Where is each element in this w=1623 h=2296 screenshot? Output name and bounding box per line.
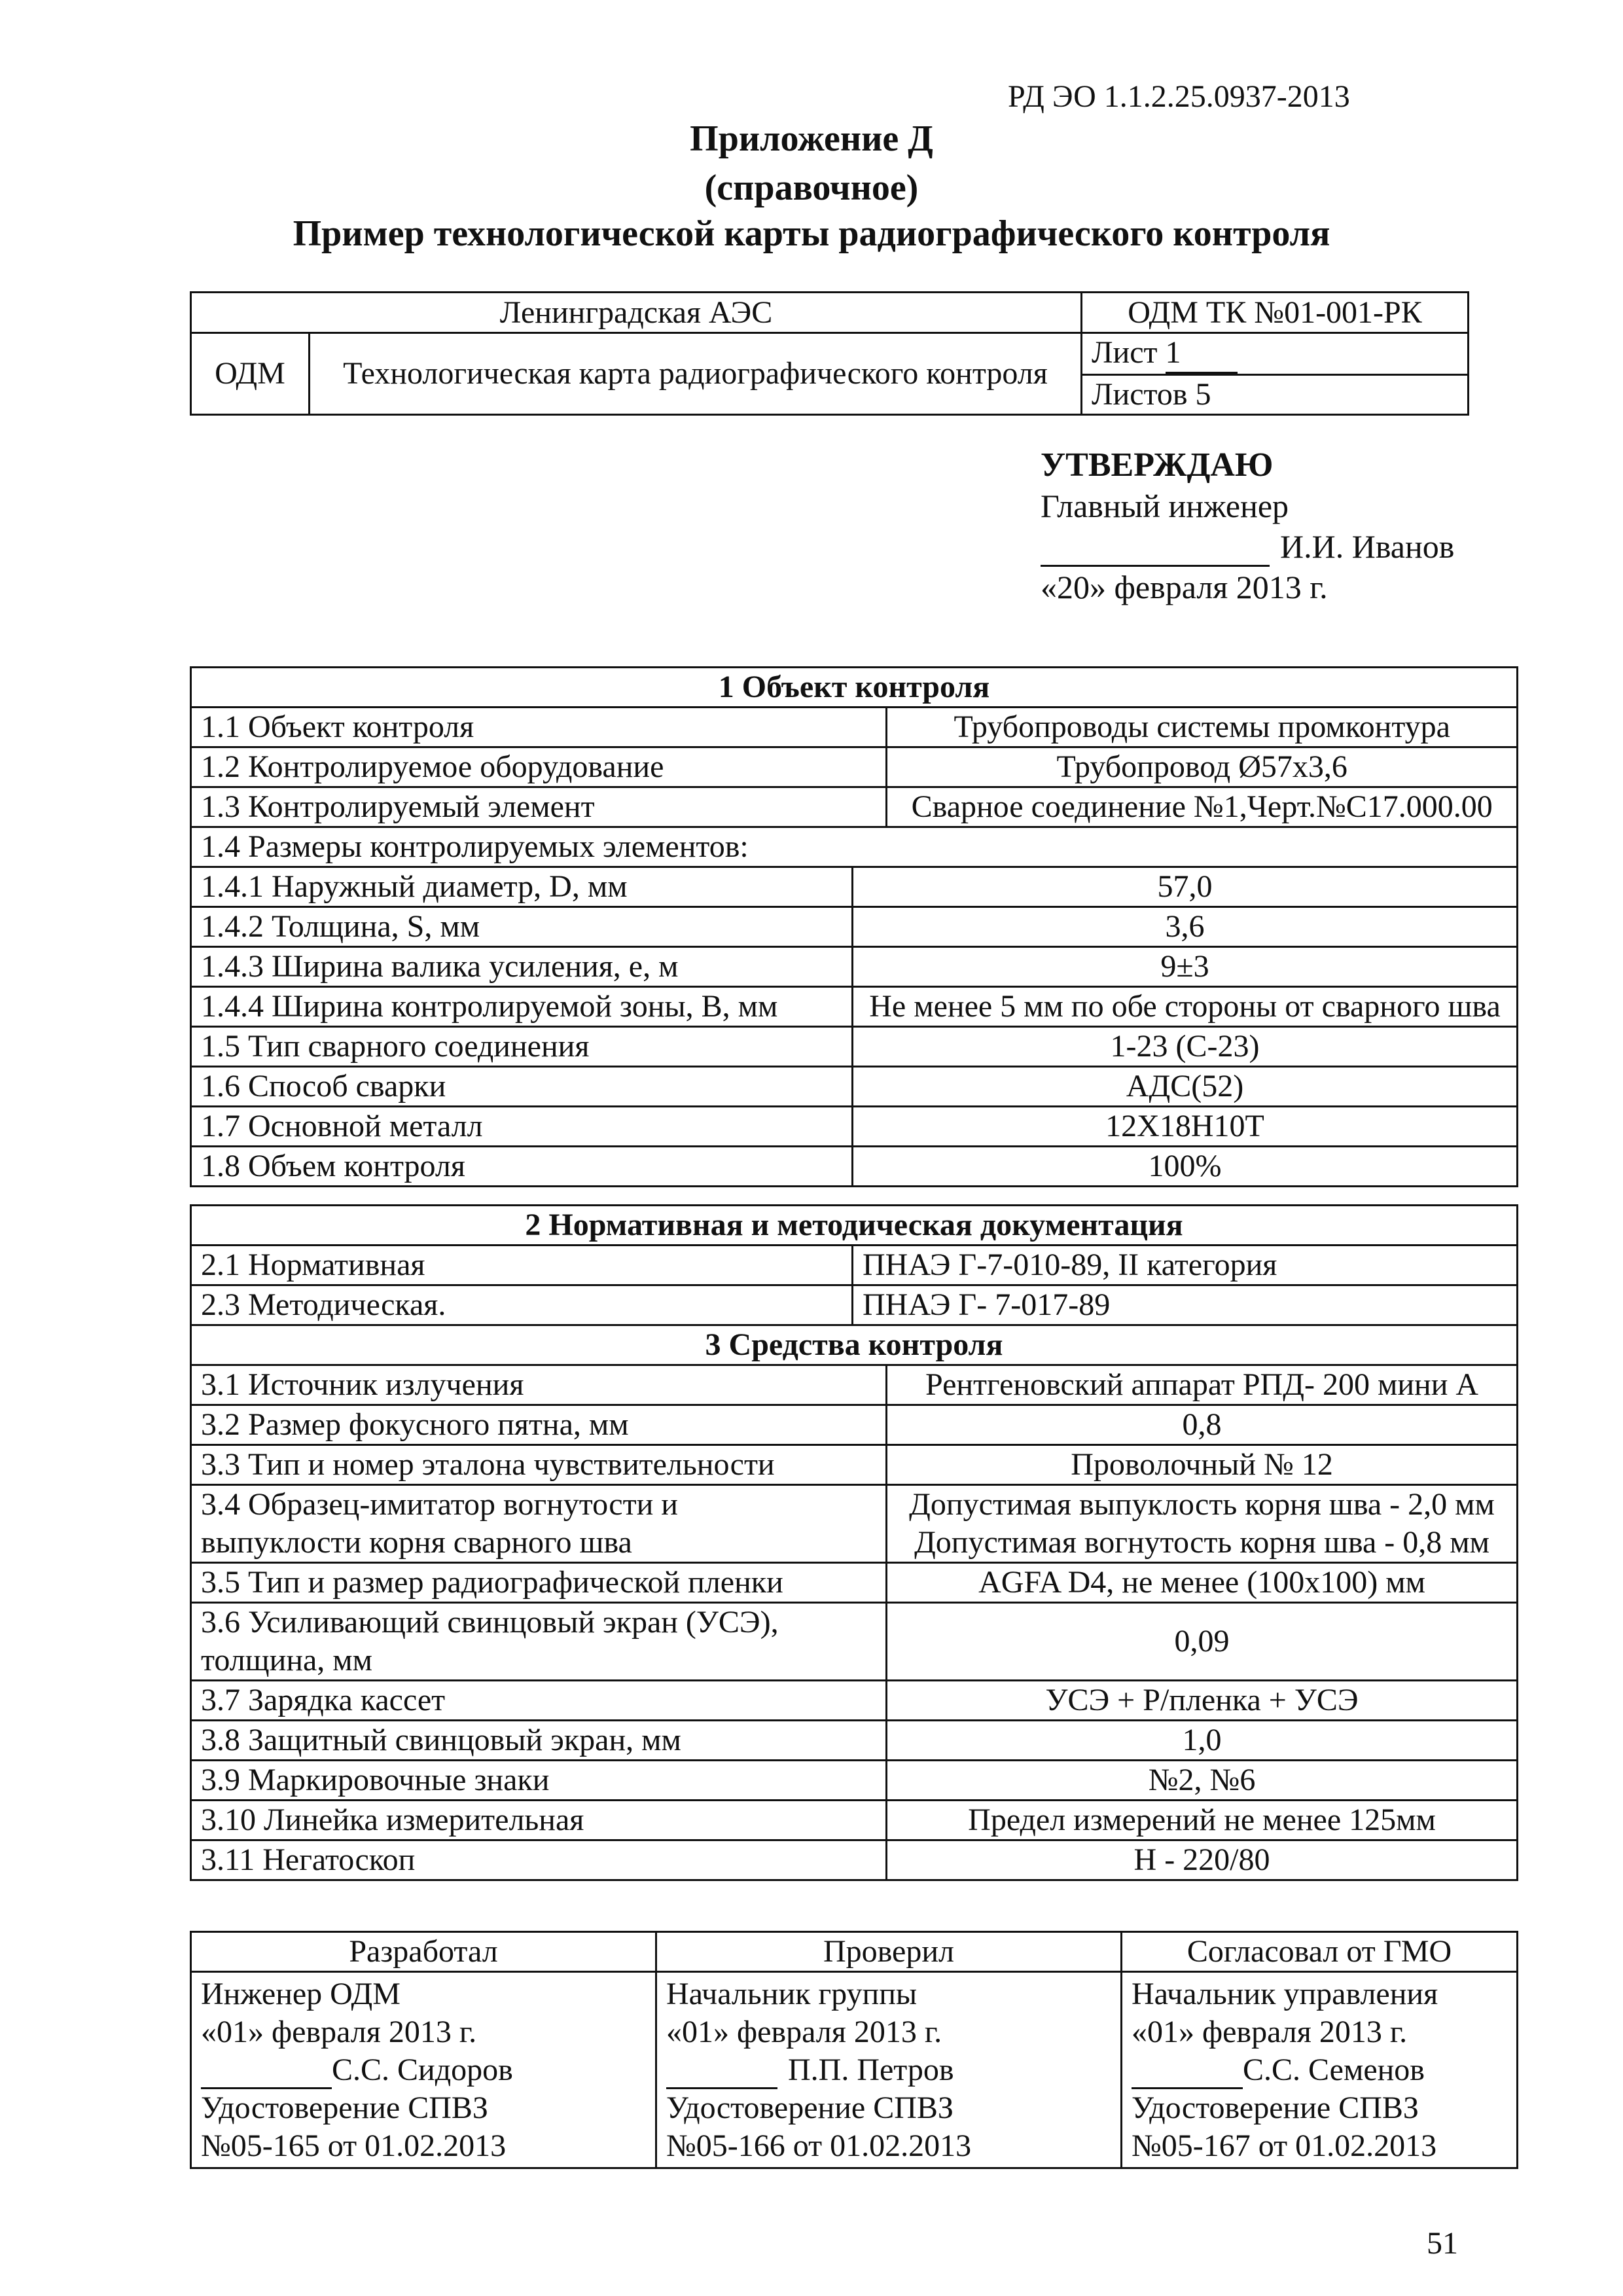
table-row-value: Проволочный № 12 — [887, 1445, 1518, 1485]
approval-date: «20» февраля 2013 г. — [1041, 569, 1328, 605]
appendix-title: Приложение Д — [690, 118, 933, 159]
section23-table — [190, 1204, 1518, 1881]
appendix-type: (справочное) — [704, 168, 919, 208]
table-row-value: Н - 220/80 — [887, 1840, 1518, 1880]
signer-signature — [666, 2051, 1111, 2089]
signer-cert: Удостоверение СПВЗ — [1132, 2090, 1419, 2125]
signature-line — [201, 2057, 332, 2089]
stamp-sheet-label: Лист — [1092, 335, 1158, 370]
table-row-label: 2.1 Нормативная — [191, 1246, 853, 1285]
table-row-value: 3,6 — [853, 907, 1518, 947]
approve-heading: УТВЕРЖДАЮ — [1041, 446, 1274, 484]
table-row-value: Трубопроводы системы промконтура — [887, 708, 1518, 747]
table-row-value: 57,0 — [853, 867, 1518, 907]
table-row-label: 1.5 Тип сварного соединения — [191, 1027, 853, 1067]
table-row-value: 0,8 — [887, 1405, 1518, 1445]
signer-cert-number: №05-167 от 01.02.2013 — [1132, 2128, 1437, 2163]
signature-line — [666, 2057, 777, 2089]
table-row-value: Рентгеновский аппарат РПД- 200 мини А — [887, 1365, 1518, 1405]
table-row-label: 3.2 Размер фокусного пятна, мм — [191, 1405, 887, 1445]
table-row-label: 1.2 Контролируемое оборудование — [191, 747, 887, 787]
table-row-value: №2, №6 — [887, 1761, 1518, 1801]
table-row-value: AGFA D4, не менее (100х100) мм — [887, 1563, 1518, 1603]
signature-line — [1041, 533, 1270, 567]
stamp-sheets-total: Листов 5 — [1082, 375, 1469, 415]
table-row-value: ПНАЭ Г- 7-017-89 — [853, 1285, 1518, 1325]
row34-value-line2: Допустимая вогнутость корня шва - 0,8 мм — [914, 1525, 1489, 1560]
stamp-sheet — [1082, 333, 1469, 375]
section1-table — [190, 666, 1518, 1187]
table-row-value: Предел измерений не менее 125мм — [887, 1801, 1518, 1840]
signer-date: «01» февраля 2013 г. — [1132, 2015, 1408, 2049]
table-row-label: 1.4.1 Наружный диаметр, D, мм — [191, 867, 853, 907]
signer-name: С.С. Семенов — [1243, 2053, 1425, 2087]
table-row-label: 1.3 Контролируемый элемент — [191, 787, 887, 827]
table-row-label: 1.4.2 Толщина, S, мм — [191, 907, 853, 947]
page-title: Пример технологической карты радиографического контроля — [293, 213, 1330, 254]
table-row-value: ПНАЭ Г-7-010-89, II категория — [853, 1246, 1518, 1285]
table-row-label: 3.10 Линейка измерительная — [191, 1801, 887, 1840]
stamp-card-code: ОДМ ТК №01-001-РК — [1082, 293, 1469, 333]
signer-position: Начальник управления — [1132, 1977, 1438, 2011]
row34-label-line1: 3.4 Образец-имитатор вогнутости и — [201, 1487, 678, 1522]
document-code: РД ЭО 1.1.2.25.0937-2013 — [1008, 79, 1350, 114]
table-row-value: Не менее 5 мм по обе стороны от сварного шва — [853, 987, 1518, 1027]
stamp-card-name: Технологическая карта радиографического контроля — [310, 333, 1082, 415]
stamp-org: Ленинградская АЭС — [191, 293, 1082, 333]
table-row-label: 3.7 Зарядка кассет — [191, 1681, 887, 1721]
signatures-table — [190, 1931, 1518, 2169]
table-row-value: 1,0 — [887, 1721, 1518, 1761]
table-row-value: Сварное соединение №1,Черт.№С17.000.00 — [887, 787, 1518, 827]
table-row-label: 3.1 Источник излучения — [191, 1365, 887, 1405]
row36-label-line1: 3.6 Усиливающий свинцовый экран (УСЭ), — [201, 1605, 779, 1640]
signature-line — [1132, 2057, 1243, 2089]
section2-title: 2 Нормативная и методическая документация — [191, 1206, 1518, 1246]
stamp-sheet-no: 1 — [1166, 334, 1238, 374]
sizes-header: 1.4 Размеры контролируемых элементов: — [191, 827, 1518, 867]
table-row-value: Трубопровод Ø57х3,6 — [887, 747, 1518, 787]
table-row-value: 0,09 — [887, 1603, 1518, 1681]
signer-date: «01» февраля 2013 г. — [201, 2015, 477, 2049]
table-row-label — [191, 1485, 887, 1563]
signature-header: Согласовал от ГМО — [1122, 1932, 1518, 1972]
signer-position: Инженер ОДМ — [201, 1977, 401, 2011]
table-row-label: 1.7 Основной металл — [191, 1107, 853, 1147]
table-row-value: 9±3 — [853, 947, 1518, 987]
table-row-label: 1.8 Объем контроля — [191, 1147, 853, 1187]
table-row-label: 3.11 Негатоскоп — [191, 1840, 887, 1880]
signer-name: П.П. Петров — [788, 2053, 954, 2087]
signature-column — [656, 1972, 1122, 2168]
stamp-table — [190, 291, 1469, 416]
signer-cert-number: №05-165 от 01.02.2013 — [201, 2128, 507, 2163]
table-row-value — [887, 1485, 1518, 1563]
table-row-label: 1.1 Объект контроля — [191, 708, 887, 747]
table-row-label: 2.3 Методическая. — [191, 1285, 853, 1325]
row34-value-line1: Допустимая выпуклость корня шва - 2,0 мм — [909, 1487, 1495, 1522]
table-row-label — [191, 1603, 887, 1681]
table-row-value: АДС(52) — [853, 1067, 1518, 1107]
table-row-value: 1-23 (С-23) — [853, 1027, 1518, 1067]
table-row-label: 1.6 Способ сварки — [191, 1067, 853, 1107]
table-row-label: 1.4.3 Ширина валика усиления, е, м — [191, 947, 853, 987]
table-row-value: 12Х18Н10Т — [853, 1107, 1518, 1147]
signer-date: «01» февраля 2013 г. — [666, 2015, 942, 2049]
table-row-value: 100% — [853, 1147, 1518, 1187]
signer-name: С.С. Сидоров — [332, 2053, 513, 2087]
table-row-value: УСЭ + Р/пленка + УСЭ — [887, 1681, 1518, 1721]
signature-header: Проверил — [656, 1932, 1122, 1972]
table-row-label: 3.8 Защитный свинцовый экран, мм — [191, 1721, 887, 1761]
signer-cert-number: №05-166 от 01.02.2013 — [666, 2128, 972, 2163]
table-row-label: 3.5 Тип и размер радиографической пленки — [191, 1563, 887, 1603]
row36-label-line2: толщина, мм — [201, 1643, 373, 1677]
section1-title: 1 Объект контроля — [191, 668, 1518, 708]
approver-name: И.И. Иванов — [1280, 528, 1455, 565]
signer-signature — [1132, 2051, 1507, 2089]
stamp-dept: ОДМ — [191, 333, 310, 415]
table-row-label: 1.4.4 Ширина контролируемой зоны, В, мм — [191, 987, 853, 1027]
signer-position: Начальник группы — [666, 1977, 918, 2011]
signature-column — [191, 1972, 656, 2168]
approver-position: Главный инженер — [1041, 488, 1289, 524]
signer-cert: Удостоверение СПВЗ — [201, 2090, 488, 2125]
approver-signature — [1041, 526, 1454, 567]
table-row-label: 3.9 Маркировочные знаки — [191, 1761, 887, 1801]
signature-header: Разработал — [191, 1932, 656, 1972]
table-row-label: 3.3 Тип и номер эталона чувствительности — [191, 1445, 887, 1485]
approval-block — [1041, 445, 1454, 607]
page-number: 51 — [1427, 2226, 1458, 2261]
signer-signature — [201, 2051, 646, 2089]
signature-column — [1122, 1972, 1518, 2168]
row34-label-line2: выпуклости корня сварного шва — [201, 1525, 632, 1560]
signer-cert: Удостоверение СПВЗ — [666, 2090, 954, 2125]
section3-title: 3 Средства контроля — [191, 1325, 1518, 1365]
